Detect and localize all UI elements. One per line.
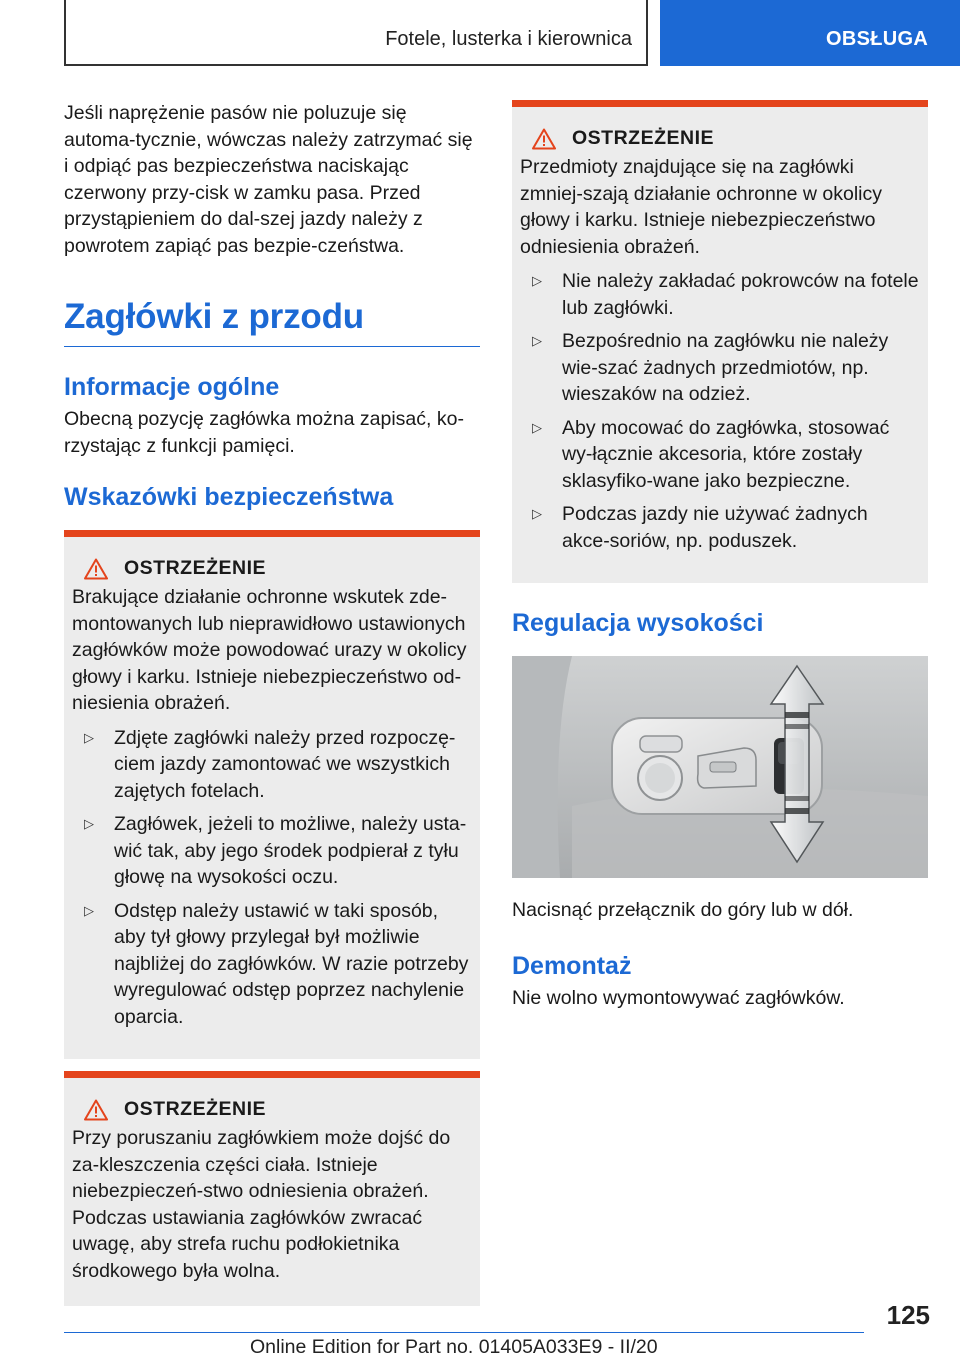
- warning-triangle-icon: [84, 1099, 108, 1121]
- footer-edition: Online Edition for Part no. 01405A033E9 - II/20: [250, 1336, 658, 1358]
- warning-list: [72, 725, 472, 1031]
- list-item: [72, 811, 472, 891]
- heading-safety: Wskazówki bezpieczeństwa: [64, 483, 394, 511]
- heading-removal: Demontaż: [512, 951, 632, 980]
- removal-text: Nie wolno wymontowywać zagłówków.: [512, 986, 845, 1009]
- bullet-triangle-icon: ▷: [84, 729, 94, 745]
- bullet-triangle-icon: ▷: [84, 902, 94, 918]
- intro-paragraph: Jeśli naprężenie pasów nie poluzuje się automa-tycznie, wówczas należy zatrzymać się i odpiąć pas bezpieczeństwa naciskając czerwony przy-cisk w zamku pasa. Przed przystąpieniem do dal-szej jazdy należy z powrotem zapiąć pas bezpie-czeństwa.: [64, 102, 473, 257]
- bullet-triangle-icon: ▷: [532, 333, 542, 348]
- list-item-text: Bezpośrednio na zagłówku nie należy wie-szać żadnych przedmiotów, np. wieszaków na odzież.: [562, 330, 889, 405]
- list-item-text: Aby mocować do zagłówka, stosować wy-łącznie akcesoria, które zostały sklasyfiko-wane jako bezpieczne.: [562, 416, 890, 492]
- list-item-text: Zdjęte zagłówki należy przed rozpoczę-ciem jazdy zamontować we wszystkich zajętych fotelach.: [114, 726, 456, 802]
- heading-general-info: Informacje ogólne: [64, 373, 280, 401]
- header-section-title: Fotele, lusterka i kierownica: [385, 28, 632, 50]
- warning-text: Brakujące działanie ochronne wskutek zde-montowanych lub nieprawidłowo ustawionych zagłówków może powodować urazy w okolicy głowy i karku. Istnieje niebezpieczeństwo od-niesienia obrażeń.: [72, 586, 467, 714]
- warning-box-1: [64, 530, 480, 1059]
- list-item-text: Odstęp należy ustawić w taki sposób, aby tył głowy przylegał był możliwie najbliżej do zagłówków. W razie potrzeby wyregulować odstęp poprzez nachylenie oparcia.: [114, 899, 469, 1028]
- list-item: [72, 725, 472, 805]
- bullet-triangle-icon: ▷: [532, 419, 542, 435]
- list-item-text: Podczas jazdy nie używać żadnych akce-soriów, np. poduszek.: [562, 503, 868, 552]
- list-item: [520, 415, 920, 495]
- height-caption: Nacisnąć przełącznik do góry lub w dół.: [512, 899, 854, 921]
- warning-box-3: [512, 100, 928, 583]
- page-title: Zagłówki z przodu: [64, 297, 480, 347]
- bullet-triangle-icon: ▷: [532, 506, 542, 521]
- header-tab-label: OBSŁUGA: [826, 28, 929, 50]
- warning-title: OSTRZEŻENIE: [572, 127, 715, 149]
- footer-divider: [64, 1332, 864, 1333]
- header-section-box: [64, 0, 648, 66]
- warning-text: Przedmioty znajdujące się na zagłówki zmniej-szają działanie ochronne w okolicy głowy i karku. Istnieje niebezpieczeństwo odniesienia obrażeń.: [520, 156, 883, 258]
- list-item-text: Zagłówek, jeżeli to możliwe, należy usta-wić tak, aby jego środek podpierał z tyłu głowę na wysokości oczu.: [114, 813, 467, 888]
- warning-box-2: [64, 1071, 480, 1306]
- right-column: [512, 100, 928, 1011]
- left-column: [64, 100, 480, 1306]
- warning-title: OSTRZEŻENIE: [124, 557, 267, 579]
- list-item: [520, 328, 920, 408]
- header-tab: [660, 0, 960, 66]
- warning-title: OSTRZEŻENIE: [124, 1098, 267, 1120]
- warning-triangle-icon: [84, 558, 108, 580]
- list-item: [520, 268, 920, 321]
- list-item-text: Nie należy zakładać pokrowców na fotele lub zagłówki.: [562, 270, 919, 319]
- seat-switch-photo: [512, 656, 928, 878]
- general-info-text: Obecną pozycję zagłówka można zapisać, ko-rzystając z funkcji pamięci.: [64, 408, 464, 457]
- page-number: 125: [886, 1300, 930, 1330]
- bullet-triangle-icon: ▷: [532, 273, 542, 288]
- warning-list: [520, 268, 920, 554]
- list-item: [72, 898, 472, 1031]
- list-item: [520, 501, 920, 554]
- warning-text: Przy poruszaniu zagłówkiem może dojść do za-kleszczenia części ciała. Istnieje niebezpieczeń-stwo odniesienia obrażeń. Podczas ustawiania zagłówków zwracać uwagę, aby strefa ruchu podłokietnika środkowego była wolna.: [72, 1127, 451, 1282]
- warning-triangle-icon: [532, 128, 556, 150]
- heading-height-adjust: Regulacja wysokości: [512, 609, 764, 637]
- bullet-triangle-icon: ▷: [84, 816, 94, 831]
